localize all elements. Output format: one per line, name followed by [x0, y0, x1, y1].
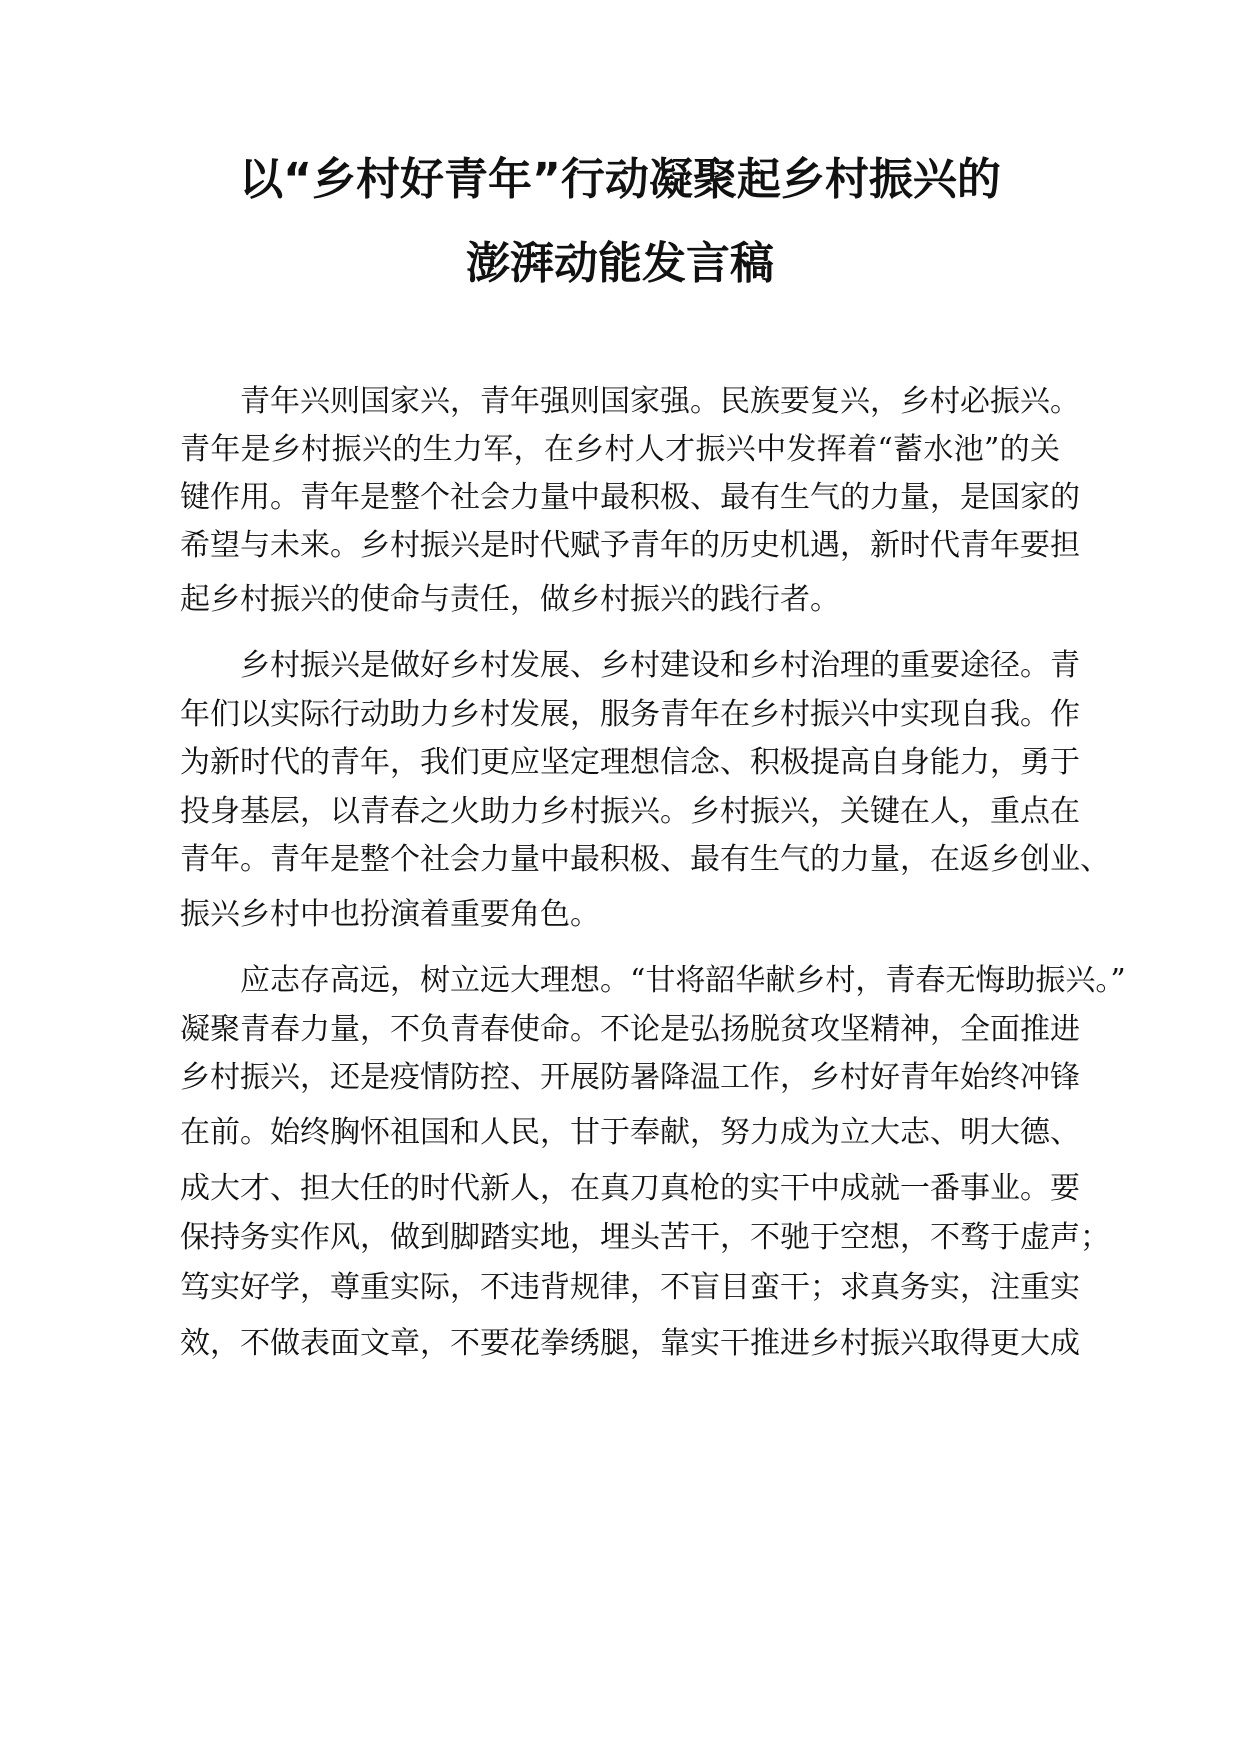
document-title-line-1: 以“乡村好青年”行动凝聚起乡村振兴的 [239, 154, 1001, 205]
paragraph-2-line-3: 为新时代的青年，我们更应坚定理想信念、积极提高自身能力，勇于 [180, 745, 1080, 780]
paragraph-1-line-1: 青年兴则国家兴，青年强则国家强。民族要复兴，乡村必振兴。 [240, 384, 1080, 419]
paragraph-3-line-5: 成大才、担大任的时代新人，在真刀真枪的实干中成就一番事业。要 [180, 1171, 1080, 1206]
paragraph-3-line-7: 笃实好学，尊重实际，不违背规律，不盲目蛮干；求真务实，注重实 [180, 1270, 1080, 1305]
paragraph-2-line-4: 投身基层，以青春之火助力乡村振兴。乡村振兴，关键在人，重点在 [180, 794, 1080, 829]
paragraph-3-line-4: 在前。始终胸怀祖国和人民，甘于奉献，努力成为立大志、明大德、 [180, 1115, 1080, 1150]
paragraph-1-line-3: 键作用。青年是整个社会力量中最积极、最有生气的力量，是国家的 [180, 480, 1080, 515]
paragraph-1-line-5: 起乡村振兴的使命与责任，做乡村振兴的践行者。 [180, 582, 840, 617]
paragraph-3-line-2: 凝聚青春力量，不负青春使命。不论是弘扬脱贫攻坚精神，全面推进 [180, 1012, 1080, 1047]
paragraph-3-line-1: 应志存高远，树立远大理想。“甘将韶华献乡村，青春无悔助振兴。” [240, 963, 1126, 998]
paragraph-1-line-4: 希望与未来。乡村振兴是时代赋予青年的历史机遇，新时代青年要担 [180, 528, 1080, 563]
paragraph-3-line-3: 乡村振兴，还是疫情防控、开展防暑降温工作，乡村好青年始终冲锋 [180, 1060, 1080, 1095]
paragraph-3-line-8: 效，不做表面文章，不要花拳绣腿，靠实干推进乡村振兴取得更大成 [180, 1326, 1080, 1361]
paragraph-2-line-1: 乡村振兴是做好乡村发展、乡村建设和乡村治理的重要途径。青 [240, 648, 1080, 683]
paragraph-2-line-6: 振兴乡村中也扮演着重要角色。 [180, 897, 600, 932]
paragraph-1-line-2: 青年是乡村振兴的生力军，在乡村人才振兴中发挥着“蓄水池”的关 [180, 432, 1060, 467]
paragraph-3-line-6: 保持务实作风，做到脚踏实地，埋头苦干，不驰于空想，不骛于虚声； [180, 1220, 1110, 1255]
document-title-line-2: 澎湃动能发言稿 [466, 238, 774, 289]
paragraph-2-line-5: 青年。青年是整个社会力量中最积极、最有生气的力量，在返乡创业、 [180, 842, 1110, 877]
paragraph-2-line-2: 年们以实际行动助力乡村发展，服务青年在乡村振兴中实现自我。作 [180, 697, 1080, 732]
